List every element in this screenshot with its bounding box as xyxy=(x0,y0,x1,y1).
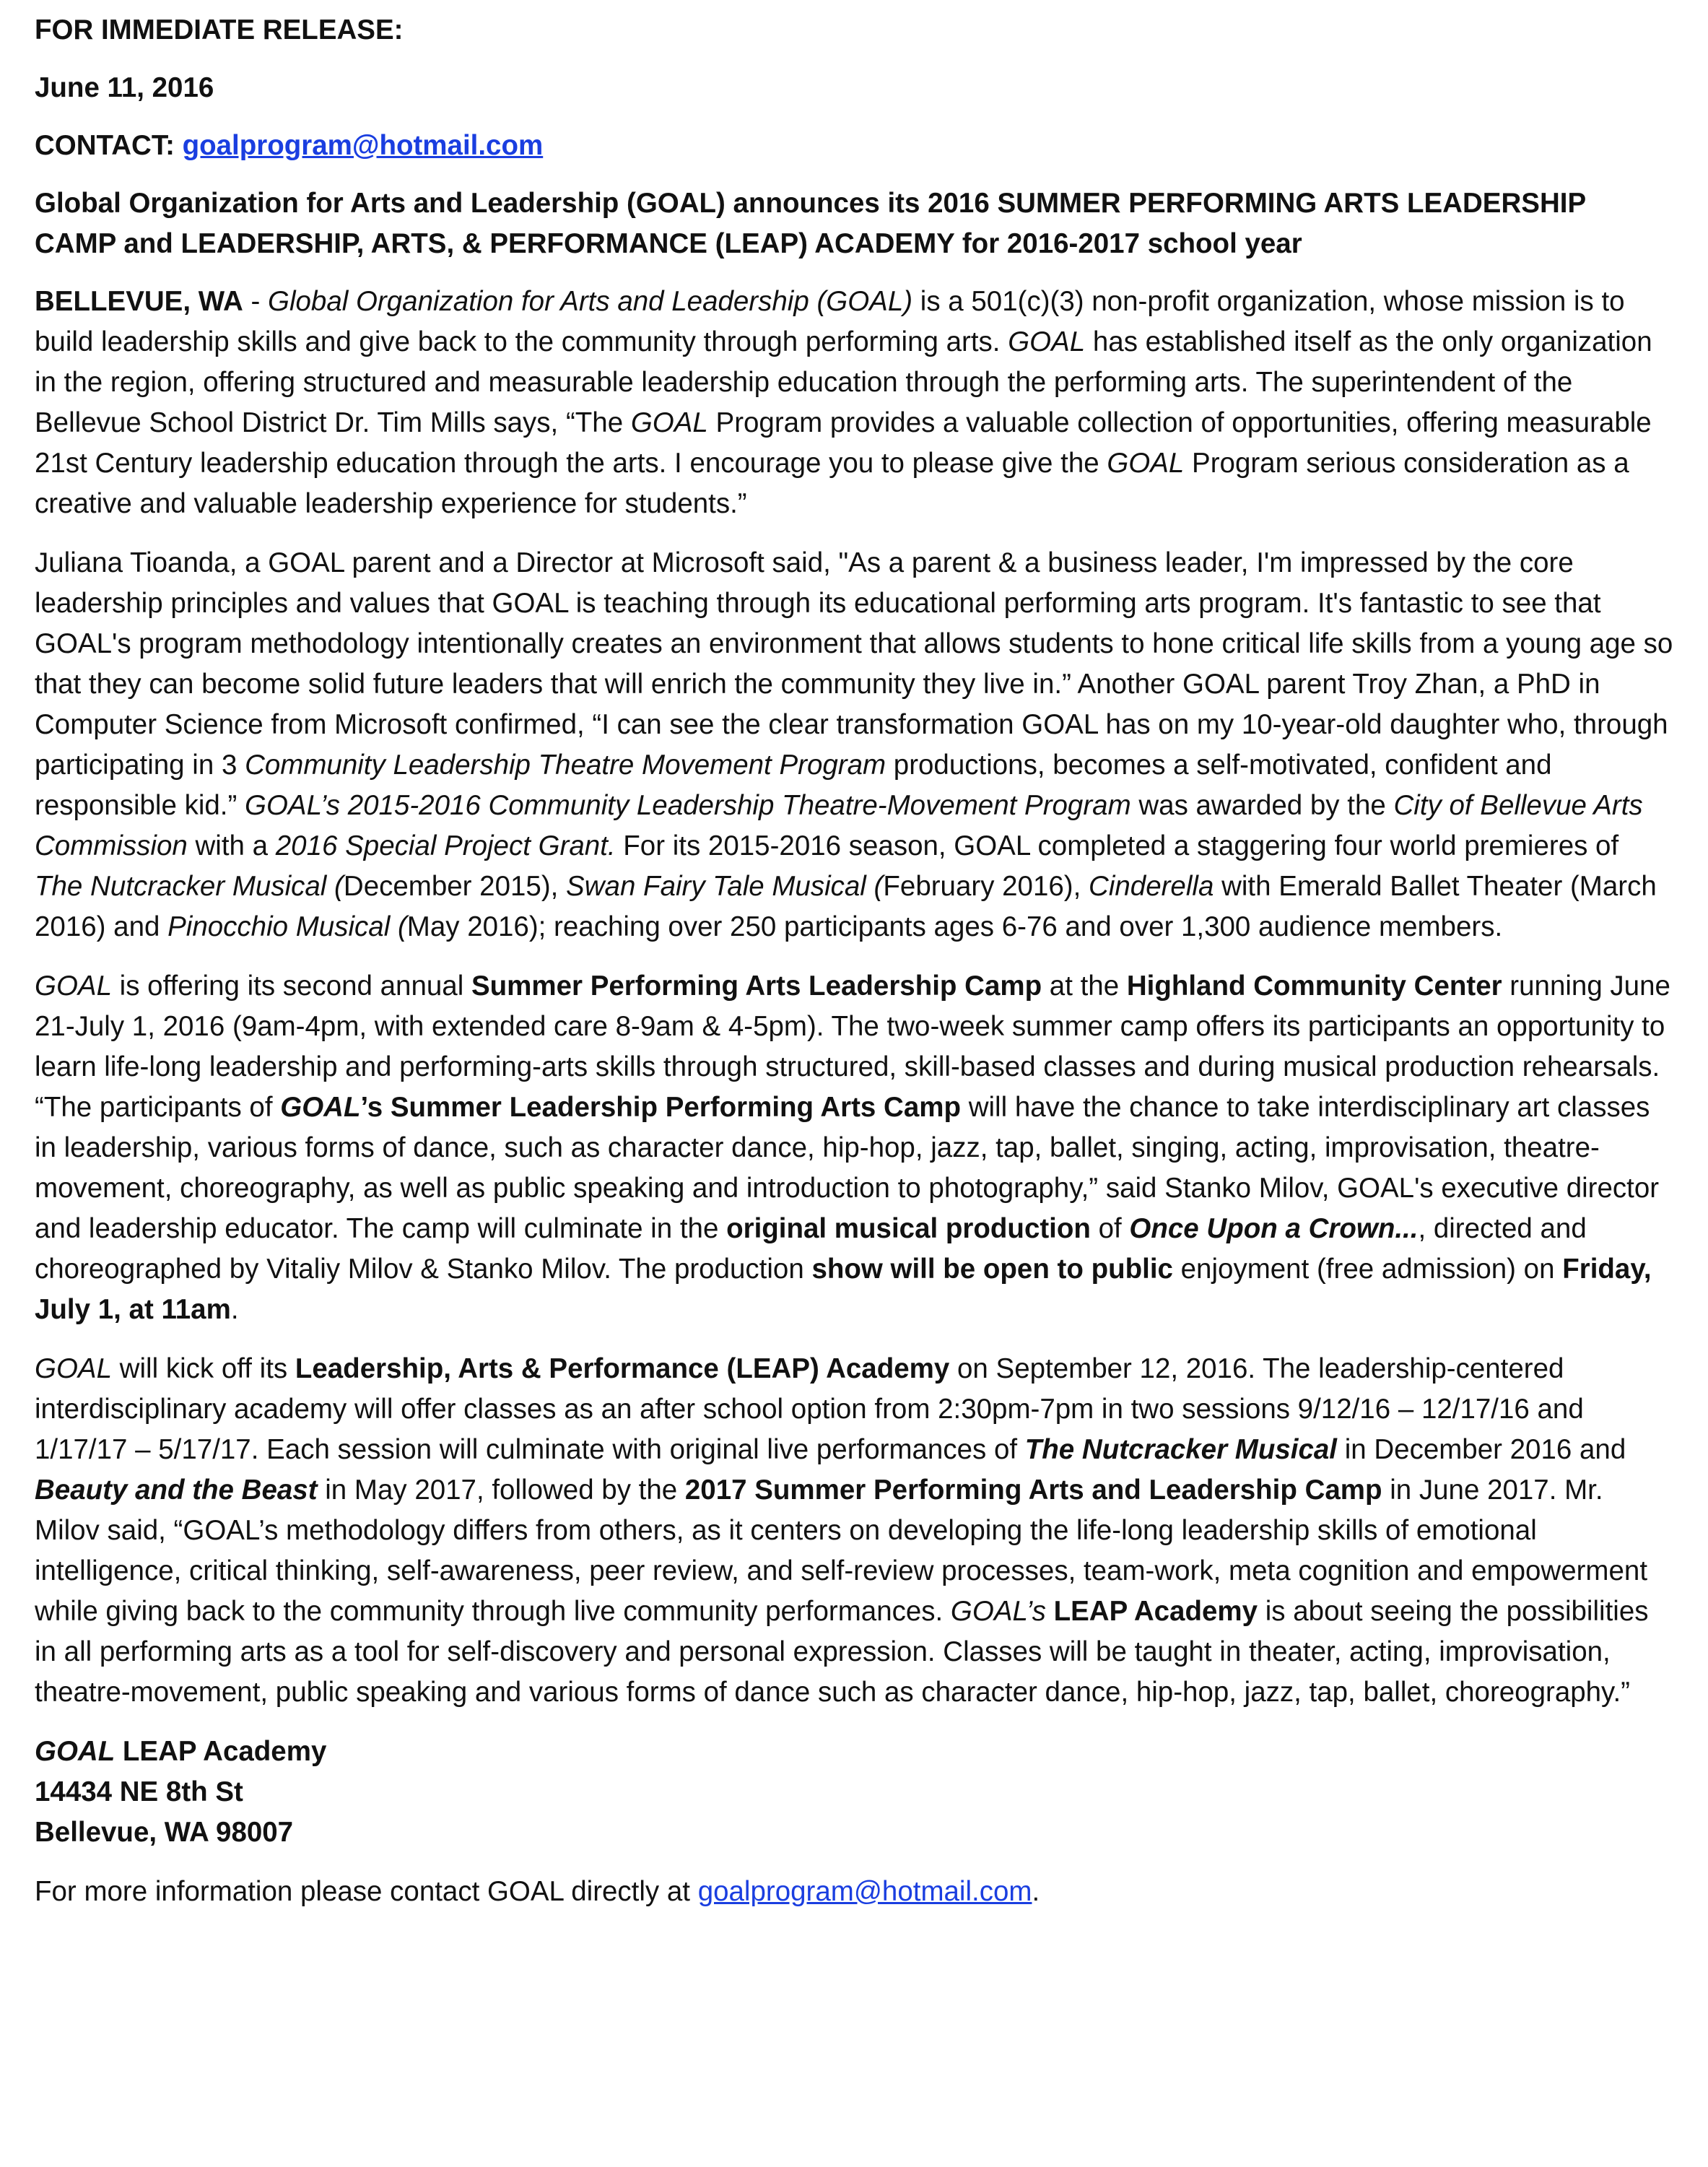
text-span: Swan Fairy Tale Musical ( xyxy=(566,871,884,902)
text-span: Program provides a valuable collection of opportunities, offering measurable 21st Century leadership education through the arts. I encourage you to please give the xyxy=(35,407,1652,479)
footer-email-link[interactable]: goalprogram@hotmail.com xyxy=(697,1876,1032,1907)
paragraph-summer-camp xyxy=(35,966,1673,1330)
text-span: GOAL xyxy=(1008,326,1086,357)
text-span: LEAP Academy xyxy=(1053,1596,1258,1627)
paragraph-leap-academy xyxy=(35,1349,1673,1713)
address-city: Bellevue, WA 98007 xyxy=(35,1817,294,1848)
text-span: Pinocchio Musical ( xyxy=(167,911,407,942)
text-span: ’s Summer Leadership Performing Arts Camp xyxy=(360,1092,961,1123)
footer-contact xyxy=(35,1872,1673,1912)
text-span: Community Leadership Theatre Movement Program xyxy=(245,750,886,781)
text-span: running June 21-July 1, 2016 (9am-4pm, with extended care 8-9am & 4-5pm). The two-week summer camp offers its participants an opportunity to learn life-long leadership and performing-arts skills through structured, skill-based classes and during musical production rehearsals. “The participants of xyxy=(35,970,1670,1123)
text-span: The Nutcracker Musical ( xyxy=(35,871,344,902)
text-span: - xyxy=(243,286,268,317)
text-span: is a 501(c)(3) non-profit organization, whose mission is to build leadership skills and give back to the community through performing arts. xyxy=(35,286,1625,357)
text-span: at the xyxy=(1042,970,1127,1002)
text-span: of xyxy=(1090,1213,1130,1244)
address-block xyxy=(35,1732,1673,1853)
text-span: show will be open to public xyxy=(811,1254,1173,1285)
text-span: . xyxy=(1032,1876,1040,1907)
contact-email-link[interactable]: goalprogram@hotmail.com xyxy=(182,130,544,161)
text-span: enjoyment (free admission) on xyxy=(1172,1254,1563,1285)
text-span: is about seeing the possibilities in all performing arts as a tool for self-discovery and personal expression. Classes will be taught in theater, acting, improvisation, theatre-movement, public speaking and various forms of dance such as character dance, hip-hop, jazz, tap, ballet, choreography.” xyxy=(35,1596,1649,1708)
text-span: GOAL xyxy=(35,1736,116,1767)
text-span: . xyxy=(230,1294,239,1325)
text-span: Global Organization for Arts and Leadership (GOAL) xyxy=(268,286,913,317)
text-span: 2016 Special Project Grant. xyxy=(275,830,616,861)
text-span: Program serious consideration as a creative and valuable leadership experience for students.” xyxy=(35,448,1629,519)
text-span: in December 2016 and xyxy=(1337,1434,1626,1465)
text-span: Cinderella xyxy=(1089,871,1214,902)
text-span: has established itself as the only organization in the region, offering structured and measurable leadership education through the performing arts. The superintendent of the Bellevue School District Dr. Tim Mills says, “The xyxy=(35,326,1652,438)
text-span: LEAP Academy xyxy=(115,1736,327,1767)
text-span: with Emerald Ballet Theater (March 2016) and xyxy=(35,871,1657,942)
text-span: in May 2017, followed by the xyxy=(317,1475,685,1506)
release-date: June 11, 2016 xyxy=(35,72,214,103)
paragraph-intro xyxy=(35,282,1673,524)
text-span: Friday, July 1, at 11am xyxy=(35,1254,1652,1325)
text-span: For its 2015-2016 season, GOAL completed a staggering four world premieres of xyxy=(615,830,1619,861)
text-span: City of Bellevue Arts Commission xyxy=(35,790,1643,861)
text-span: Highland Community Center xyxy=(1126,970,1502,1002)
text-span: GOAL xyxy=(35,1353,112,1384)
address-org xyxy=(35,1732,1673,1772)
text-span: in June 2017. Mr. Milov said, “GOAL’s methodology differs from others, as it centers on developing the life-long leadership skills of emotional intelligence, critical thinking, self-awareness, peer review, and self-review processes, team-work, meta cognition and empowerment while giving back to the community through live community performances. xyxy=(35,1475,1648,1627)
text-span: , directed and choreographed by Vitaliy Milov & Stanko Milov. The production xyxy=(35,1213,1587,1285)
text-span: May 2016); reaching over 250 participants ages 6-76 and over 1,300 audience members. xyxy=(406,911,1503,942)
text-span: Leadership, Arts & Performance (LEAP) Academy xyxy=(295,1353,950,1384)
paragraph-testimonials xyxy=(35,543,1673,947)
text-span: Summer Performing Arts Leadership Camp xyxy=(471,970,1042,1002)
text-span: The Nutcracker Musical xyxy=(1024,1434,1337,1465)
text-span: GOAL xyxy=(280,1092,361,1123)
text-span: Once Upon a Crown... xyxy=(1129,1213,1419,1244)
text-span: was awarded by the xyxy=(1130,790,1394,821)
text-span: on September 12, 2016. The leadership-centered interdisciplinary academy will offer classes as an after school option from 2:30pm-7pm in two sessions 9/12/16 – 12/17/16 and 1/17/17 – 5/17/17. Each session will culminate with original live performances of xyxy=(35,1353,1584,1465)
text-span: with a xyxy=(187,830,276,861)
text-span: GOAL xyxy=(1107,448,1185,479)
text-span: original musical production xyxy=(726,1213,1091,1244)
text-span: For more information please contact GOAL directly at xyxy=(35,1876,698,1907)
text-span: will kick off its xyxy=(111,1353,295,1384)
text-span: productions, becomes a self-motivated, confident and responsible kid.” xyxy=(35,750,1552,821)
text-span: February 2016), xyxy=(883,871,1089,902)
text-span: GOAL’s 2015-2016 Community Leadership Theatre-Movement Program xyxy=(245,790,1131,821)
release-label: FOR IMMEDIATE RELEASE: xyxy=(35,14,404,45)
text-span: is offering its second annual xyxy=(111,970,471,1002)
address-street: 14434 NE 8th St xyxy=(35,1776,243,1807)
text-span: 2017 Summer Performing Arts and Leadership Camp xyxy=(684,1475,1382,1506)
headline: Global Organization for Arts and Leadership (GOAL) announces its 2016 SUMMER PERFORMING ARTS LEADERSHIP CAMP and LEADERSHIP, ARTS, & PERFORMANCE (LEAP) ACADEMY for 2016-2017 school year xyxy=(35,188,1586,259)
contact-label: CONTACT: xyxy=(35,130,175,161)
text-span: Juliana Tioanda, a GOAL parent and a Director at Microsoft said, "As a parent & a business leader, I'm impressed by the core leadership principles and values that GOAL is teaching through its educational performing arts program. It's fantastic to see that GOAL's program methodology intentionally creates an environment that allows students to hone critical life skills from a young age so that they can become solid future leaders that will enrich the community they live in.” Another GOAL parent Troy Zhan, a PhD in Computer Science from Microsoft confirmed, “I can see the clear transformation GOAL has on my 10-year-old daughter who, through participating in 3 xyxy=(35,547,1673,781)
text-span xyxy=(1046,1596,1054,1627)
text-span: December 2015), xyxy=(343,871,567,902)
text-span: GOAL’s xyxy=(950,1596,1046,1627)
dateline: BELLEVUE, WA xyxy=(35,286,243,317)
text-span: GOAL xyxy=(630,407,708,438)
text-span: GOAL xyxy=(35,970,112,1002)
text-span: Beauty and the Beast xyxy=(35,1475,318,1506)
contact-line xyxy=(35,126,1673,166)
text-span: will have the chance to take interdisciplinary art classes in leadership, various forms of dance, such as character dance, hip-hop, jazz, tap, ballet, singing, acting, improvisation, theatre-movement, choreography, as well as public speaking and introduction to photography,” said Stanko Milov, GOAL's executive director and leadership educator. The camp will culminate in the xyxy=(35,1092,1660,1244)
